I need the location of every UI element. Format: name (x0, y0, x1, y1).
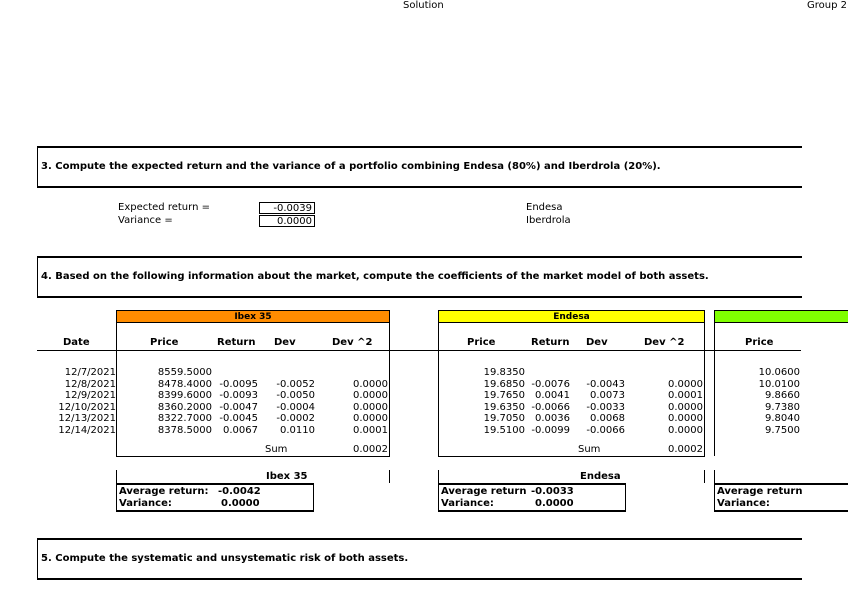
endesa-summary-right-tick (704, 470, 705, 483)
endesa-avg-value: -0.0033 (531, 486, 574, 497)
endesa-right-border (704, 323, 705, 456)
endesa-header: Endesa (438, 310, 705, 323)
question-3-text: 3. Compute the expected return and the variance of a portfolio combining Endesa (80%) and Iberdrola (20%). (41, 161, 661, 172)
question-3-box (37, 146, 802, 188)
date-cell: 12/14/2021 (58, 425, 116, 436)
ibex-right-border (389, 323, 390, 456)
iberdrola-price-cell: 9.7500 (765, 425, 800, 436)
endesa-price-header: Price (467, 337, 496, 348)
ibex-summary-box (116, 483, 314, 512)
variance-value[interactable]: 0.0000 (259, 215, 315, 227)
endesa-price-cell: 19.7650 (483, 390, 525, 401)
question-4-text: 4. Based on the following information about the market, compute the coefficients of the market model of both assets. (41, 271, 709, 282)
endesa-summary-box (438, 483, 626, 512)
asset-iberdrola-label: Iberdrola (526, 215, 571, 226)
ibex-dev2-cell: 0.0000 (353, 379, 388, 390)
endesa-summary-left-tick (438, 470, 439, 483)
ibex-price-header: Price (150, 337, 179, 348)
ibex-header: Ibex 35 (116, 310, 390, 323)
ibex-price-cell: 8399.6000 (157, 390, 212, 401)
endesa-price-cell: 19.7050 (483, 413, 525, 424)
iberdrola-var-label: Variance: (717, 498, 770, 509)
question-4-box (37, 256, 802, 298)
endesa-price-cell: 19.5100 (483, 425, 525, 436)
ibex-sum-label: Sum (265, 444, 288, 455)
ibex-dev2-cell: 0.0001 (353, 425, 388, 436)
iberdrola-price-cell: 10.0600 (758, 367, 800, 378)
ibex-dev-cell: -0.0052 (276, 379, 315, 390)
ibex-dev-cell: -0.0002 (276, 413, 315, 424)
iberdrola-price-cell: 9.8040 (765, 413, 800, 424)
ibex-summary-right-tick (389, 470, 390, 483)
ibex-dev2-cell: 0.0000 (353, 390, 388, 401)
ibex-var-value: 0.0000 (221, 498, 260, 509)
endesa-summary-title: Endesa (580, 471, 621, 482)
endesa-dev2-cell: 0.0000 (668, 413, 703, 424)
iberdrola-price-header: Price (745, 337, 774, 348)
endesa-return-header: Return (531, 337, 570, 348)
endesa-return-cell: -0.0066 (531, 402, 570, 413)
endesa-sum-label: Sum (578, 444, 601, 455)
ibex-dev2-cell: 0.0000 (353, 402, 388, 413)
ibex-return-cell: -0.0093 (219, 390, 258, 401)
endesa-return-cell: -0.0076 (531, 379, 570, 390)
endesa-var-label: Variance: (441, 498, 494, 509)
iberdrola-summary-left-tick (714, 470, 715, 483)
endesa-left-border (438, 323, 439, 456)
question-5-box (37, 538, 802, 580)
ibex-return-cell: -0.0047 (219, 402, 258, 413)
variance-label: Variance = (118, 215, 173, 226)
endesa-dev-cell: -0.0033 (586, 402, 625, 413)
date-cell: 12/9/2021 (64, 390, 116, 401)
ibex-table-bottom (116, 456, 390, 457)
ibex-sum-value: 0.0002 (353, 444, 388, 455)
endesa-dev2-cell: 0.0000 (668, 402, 703, 413)
ibex-dev-cell: -0.0050 (276, 390, 315, 401)
endesa-sum-value: 0.0002 (668, 444, 703, 455)
header-underline (37, 350, 801, 351)
endesa-price-cell: 19.8350 (483, 367, 525, 378)
iberdrola-avg-label: Average return (717, 486, 803, 497)
question-5-text: 5. Compute the systematic and unsystematic risk of both assets. (41, 553, 409, 564)
iberdrola-summary-box (714, 483, 848, 512)
iberdrola-price-cell: 9.8660 (765, 390, 800, 401)
endesa-return-cell: 0.0041 (535, 390, 570, 401)
ibex-avg-label: Average return: (119, 486, 209, 497)
iberdrola-price-cell: 10.0100 (758, 379, 800, 390)
endesa-dev2-cell: 0.0000 (668, 425, 703, 436)
iberdrola-price-cell: 9.7380 (765, 402, 800, 413)
endesa-dev-header: Dev (586, 337, 608, 348)
ibex-price-cell: 8360.2000 (157, 402, 212, 413)
iberdrola-left-border (714, 323, 715, 456)
endesa-dev2-cell: 0.0000 (668, 379, 703, 390)
ibex-price-cell: 8322.7000 (157, 413, 212, 424)
ibex-return-cell: -0.0095 (219, 379, 258, 390)
date-column-header: Date (63, 337, 90, 348)
endesa-return-cell: 0.0036 (535, 413, 570, 424)
ibex-price-cell: 8378.5000 (157, 425, 212, 436)
expected-return-label: Expected return = (118, 202, 210, 213)
ibex-price-cell: 8559.5000 (157, 367, 212, 378)
ibex-dev2-cell: 0.0000 (353, 413, 388, 424)
endesa-dev-cell: 0.0068 (590, 413, 625, 424)
ibex-summary-left-tick (116, 470, 117, 483)
date-cell: 12/8/2021 (64, 379, 116, 390)
date-cell: 12/7/2021 (64, 367, 116, 378)
endesa-price-cell: 19.6350 (483, 402, 525, 413)
endesa-table-bottom (438, 456, 705, 457)
asset-endesa-label: Endesa (526, 202, 563, 213)
ibex-return-cell: 0.0067 (223, 425, 258, 436)
ibex-avg-value: -0.0042 (218, 486, 261, 497)
endesa-var-value: 0.0000 (535, 498, 574, 509)
endesa-price-cell: 19.6850 (483, 379, 525, 390)
ibex-return-cell: -0.0045 (219, 413, 258, 424)
expected-return-value[interactable]: -0.0039 (259, 202, 315, 214)
page-title: Solution (403, 0, 444, 11)
ibex-return-header: Return (217, 337, 256, 348)
endesa-dev-cell: -0.0043 (586, 379, 625, 390)
ibex-dev-cell: -0.0004 (276, 402, 315, 413)
ibex-summary-title: Ibex 35 (266, 471, 308, 482)
endesa-return-cell: -0.0099 (531, 425, 570, 436)
endesa-dev2-cell: 0.0001 (668, 390, 703, 401)
ibex-dev-cell: 0.0110 (280, 425, 315, 436)
ibex-price-cell: 8478.4000 (157, 379, 212, 390)
endesa-dev2-header: Dev ^2 (644, 337, 685, 348)
ibex-dev2-header: Dev ^2 (332, 337, 373, 348)
ibex-var-label: Variance: (119, 498, 172, 509)
endesa-avg-label: Average return (441, 486, 527, 497)
endesa-dev-cell: 0.0073 (590, 390, 625, 401)
ibex-dev-header: Dev (274, 337, 296, 348)
group-label: Group 2 (807, 0, 847, 11)
date-cell: 12/13/2021 (58, 413, 116, 424)
endesa-dev-cell: -0.0066 (586, 425, 625, 436)
iberdrola-header (714, 310, 848, 323)
ibex-left-border (116, 323, 117, 456)
date-cell: 12/10/2021 (58, 402, 116, 413)
